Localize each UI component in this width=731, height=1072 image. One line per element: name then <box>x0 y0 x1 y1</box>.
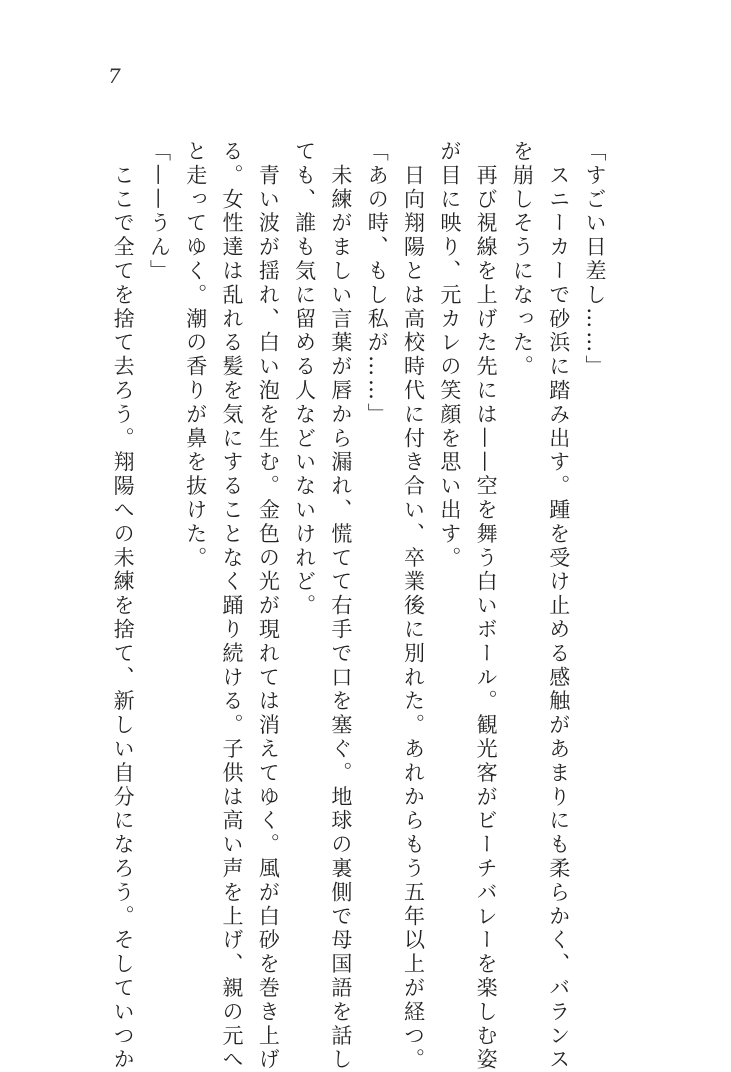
text-line: 再び視線を上げた先には——空を舞う白いボール。観光客がビーチバレーを楽しむ姿 <box>474 140 499 1072</box>
text-line: スニーカーで砂浜に踏み出す。踵を受け止める感触があまりにも柔らかく、バランス <box>546 140 571 1072</box>
page-number: 7 <box>108 64 121 88</box>
text-line: 日向翔陽とは高校時代に付き合い、卒業後に別れた。あれからもう五年以上が経つ。 <box>401 140 426 1072</box>
text-line: 「すごい日差し……」 <box>583 140 607 379</box>
text-line: ここで全てを捨て去ろう。翔陽への未練を捨て、新しい自分になろう。そしていつか <box>111 140 136 1072</box>
text-line: 未練がましい言葉が唇から漏れ、慌てて右手で口を塞ぐ。地球の裏側で母国語を話し <box>328 140 353 1072</box>
text-line: が目に映り、元カレの笑顔を思い出す。 <box>437 140 462 571</box>
text-line: を崩しそうになった。 <box>510 140 535 379</box>
vertical-text-body <box>105 140 613 1072</box>
text-line: る。女性達は乱れる髪を気にすることなく踊り続ける。子供は高い声を上げ、親の元へ <box>220 140 245 1072</box>
text-line: と走ってゆく。潮の香りが鼻を抜けた。 <box>183 140 208 571</box>
text-line: 「あの時、もし私が……」 <box>365 140 390 427</box>
text-line: 青い波が揺れ、白い泡を生む。金色の光が現れては消えてゆく。風が白砂を巻き上げ <box>256 140 281 1072</box>
text-line: ても、誰も気に留める人などいないけれど。 <box>292 140 317 618</box>
text-line: 「——うん」 <box>147 140 172 284</box>
